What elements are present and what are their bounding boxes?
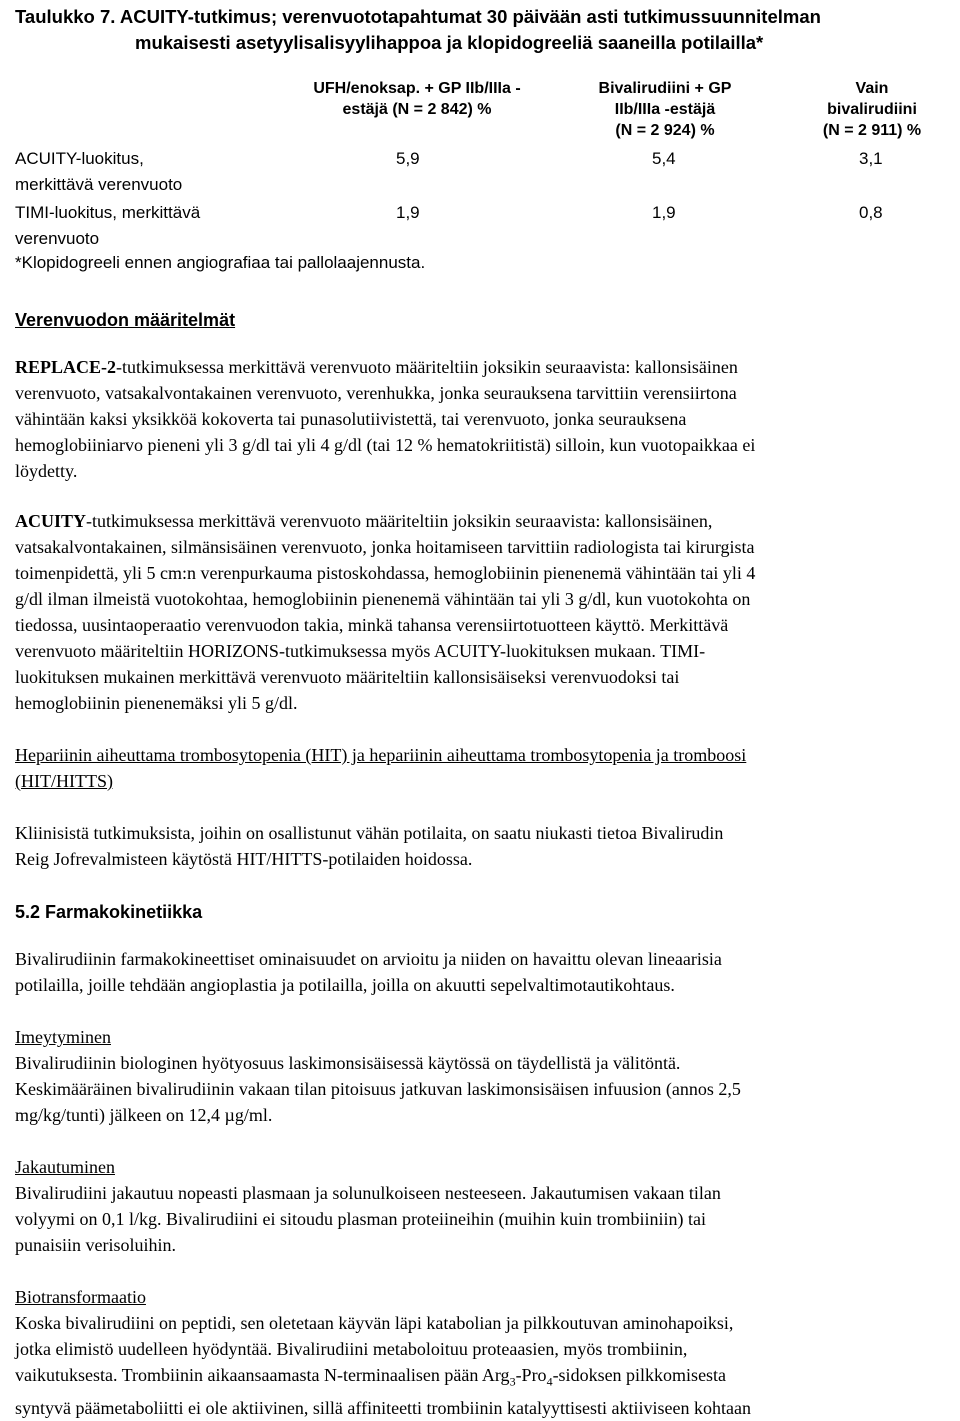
caption-line: mukaisesti asetyylisalisyylihappoa ja klopidogreeliä saaneilla potilailla* — [135, 32, 764, 53]
paragraph-distribution — [15, 1154, 945, 1258]
text-line: verenvuoto, vatsakalvontakainen verenvuoto, verenhukka, jonka seurauksena tarvittiin verensiirtona — [15, 383, 737, 403]
heading-line: Hepariinin aiheuttama trombosytopenia (HIT) ja hepariinin aiheuttama trombosytopenia ja tromboosi — [15, 745, 747, 765]
paragraph-acuity — [15, 508, 945, 716]
text-line: volyymi on 0,1 l/kg. Bivalirudiini ei sitoudu plasman proteiineihin (muihin kuin trombiiniin) tai — [15, 1209, 706, 1229]
paragraph-hit — [15, 820, 945, 872]
table-cell: 1,9 — [396, 203, 420, 222]
bold-term: REPLACE-2 — [15, 357, 117, 377]
subscript: 4 — [546, 1374, 553, 1389]
row-label-line: merkittävä verenvuoto — [15, 175, 183, 194]
column-header-bival-only — [792, 78, 952, 141]
paragraph-pk — [15, 946, 945, 998]
text-line: potilailla, joille tehdään angioplastia ja potilailla, joilla on akuutti sepelvaltimotautikohtaus. — [15, 975, 675, 995]
table-cell: 0,8 — [859, 203, 883, 222]
text-span: -tutkimuksessa merkittävä verenvuoto määriteltiin joksikin seuraavista: kallonsisäinen — [116, 357, 738, 377]
text-line: tiedossa, uusintaoperaatio verenvuodon takia, minkä tahansa verensiirtotuotteen käyttö. Merkittävä — [15, 615, 729, 635]
text-span: -tutkimuksessa merkittävä verenvuoto määriteltiin joksikin seuraavista: kallonsisäinen, — [86, 511, 713, 531]
paragraph-replace — [15, 354, 945, 484]
text-line: mg/kg/tunti) jälkeen on 12,4 µg/ml. — [15, 1105, 273, 1125]
text-line: hemoglobiiniarvo pieneni yli 3 g/dl tai yli 4 g/dl (tai 12 % hematokriitistä) silloin, kun vuotopaikkaa ei — [15, 435, 756, 455]
caption-line: Taulukko 7. ACUITY-tutkimus; verenvuototapahtumat 30 päivään asti tutkimussuunnitelman — [15, 6, 821, 27]
text-span: -Pro — [515, 1365, 547, 1385]
table-caption — [15, 4, 821, 56]
section-heading: Verenvuodon määritelmät — [15, 310, 236, 330]
text-line: löydetty. — [15, 461, 78, 481]
text-span: -sidoksen pilkkomisesta — [552, 1365, 727, 1385]
text-line: Keskimääräinen bivalirudiinin vakaan tilan pitoisuus jatkuvan laskimonsisäisen infuusion (annos 2,5 — [15, 1079, 741, 1099]
text-line: Bivalirudiinin farmakokineettiset ominaisuudet on arvioitu ja niiden on havaittu olevan lineaarisia — [15, 949, 722, 969]
header-line: UFH/enoksap. + GP IIb/IIIa - — [313, 80, 521, 97]
bold-term: ACUITY — [15, 511, 87, 531]
text-line: vatsakalvontakainen, silmänsisäinen verenvuoto, jonka hoitamiseen tarvittiin radiologista tai kirurgista — [15, 537, 755, 557]
subheading: Jakautuminen — [15, 1157, 115, 1177]
text-line: g/dl ilman ilmeistä vuotokohtaa, hemoglobiinin pienenemä vähintään tai yli 3 g/dl, kun vuotokohta on — [15, 589, 751, 609]
header-line: bivalirudiini — [827, 101, 917, 118]
header-line: estäjä (N = 2 842) % — [342, 101, 492, 118]
text-line: punaisiin verisoluihin. — [15, 1235, 176, 1255]
paragraph-biotransformation — [15, 1284, 945, 1421]
text-line: toimenpidettä, yli 5 cm:n verenpurkauma pistoskohdassa, hemoglobiinin pienenemä vähintään tai yli 4 — [15, 563, 756, 583]
text-line: hemoglobiinin pienenemäksi yli 5 g/dl. — [15, 693, 298, 713]
text-line: Koska bivalirudiini on peptidi, sen oletetaan käyvän läpi katabolian ja pilkkoutuvan aminohapoiksi, — [15, 1313, 734, 1333]
header-line: Bivalirudiini + GP — [598, 80, 732, 97]
column-header-bival-gp — [570, 78, 760, 141]
table-row-label — [15, 200, 270, 252]
row-label-line: TIMI-luokitus, merkittävä — [15, 203, 201, 222]
table-cell: 5,9 — [396, 149, 420, 168]
header-line: Vain — [855, 80, 889, 97]
text-line — [15, 1362, 945, 1395]
column-header-ufh — [272, 78, 562, 120]
row-label-line: ACUITY-luokitus, — [15, 149, 144, 168]
section-heading-pk: 5.2 Farmakokinetiikka — [15, 902, 203, 922]
header-line: (N = 2 924) % — [615, 122, 715, 139]
text-line: luokituksen mukainen merkittävä verenvuoto määriteltiin kallonsisäiseksi verenvuodoksi tai — [15, 667, 680, 687]
text-line: Kliinisistä tutkimuksista, joihin on osallistunut vähän potilaita, on saatu niukasti tietoa Bivalirudin — [15, 823, 724, 843]
text-line: syntyvä päämetaboliitti ei ole aktiivinen, sillä affiniteetti trombiinin katalyyttisesti aktiiviseen kohtaan — [15, 1397, 751, 1418]
subheading: Biotransformaatio — [15, 1287, 146, 1307]
text-span: vaikutuksesta. Trombiinin aikaansaamasta N-terminaalisen pään Arg — [15, 1365, 510, 1385]
subheading: Imeytyminen — [15, 1027, 111, 1047]
table-cell: 5,4 — [652, 149, 676, 168]
text-line: verenvuoto määriteltiin HORIZONS-tutkimuksessa myös ACUITY-luokituksen mukaan. TIMI- — [15, 641, 706, 661]
text-line: Bivalirudiini jakautuu nopeasti plasmaan ja solunulkoiseen nesteeseen. Jakautumisen vakaan tilan — [15, 1183, 721, 1203]
paragraph-absorption — [15, 1024, 945, 1128]
table-footnote: *Klopidogreeli ennen angiografiaa tai pallolaajennusta. — [15, 253, 426, 272]
header-line: IIb/IIIa -estäjä — [614, 101, 716, 118]
text-line: Reig Jofrevalmisteen käytöstä HIT/HITTS-potilaiden hoidossa. — [15, 849, 473, 869]
header-line: (N = 2 911) % — [822, 122, 922, 139]
subscript: 3 — [509, 1374, 516, 1389]
text-line: jotka elimistö uudelleen hyödyntää. Bivalirudiini metaboloituu proteaasien, myös trombiinin, — [15, 1339, 688, 1359]
section-heading-hit — [15, 742, 945, 794]
text-line: vähintään kaksi yksikköä kokoverta tai punasolutiivistettä, tai verenvuoto, jonka seurauksena — [15, 409, 687, 429]
table-cell: 1,9 — [652, 203, 676, 222]
table-row-label — [15, 146, 270, 198]
table-cell: 3,1 — [859, 149, 883, 168]
heading-line: (HIT/HITTS) — [15, 771, 113, 791]
row-label-line: verenvuoto — [15, 229, 100, 248]
text-line: Bivalirudiinin biologinen hyötyosuus laskimonsisäisessä käytössä on täydellistä ja välitöntä. — [15, 1053, 681, 1073]
